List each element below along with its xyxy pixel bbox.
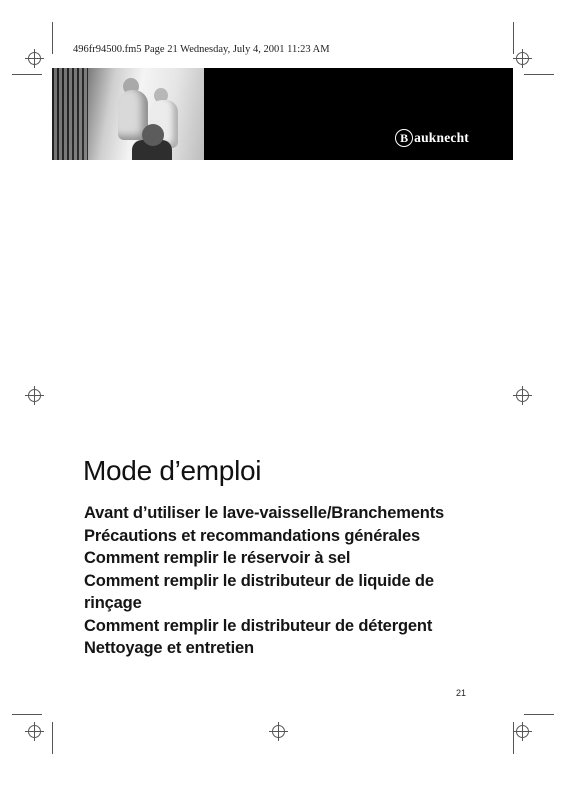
crop-mark [52,22,53,54]
registration-mark [516,52,529,65]
crop-mark [524,714,554,715]
page-number: 21 [456,688,467,698]
brand-logo-emblem: B [395,129,413,147]
contents-item: Comment remplir le distributeur de liquide de rinçage [84,571,434,612]
registration-mark [516,389,529,402]
contents-item: Précautions et recommandations générales [84,526,421,545]
contents-item: Nettoyage et entretien [84,639,254,657]
contents-item: Avant d’utiliser le lave-vaisselle/Branchements [84,504,445,522]
print-slug-line: 496fr94500.fm5 Page 21 Wednesday, July 4, 2001 11:23 AM [73,44,330,55]
contents-item: Comment remplir le distributeur de détergent [84,616,433,635]
registration-mark [28,725,41,738]
crop-mark [52,722,53,754]
brand-logo-text: auknecht [414,130,469,145]
crop-mark [513,722,514,754]
dish-rack-shape [52,68,88,160]
crop-mark [12,714,42,715]
contents-list [84,502,484,660]
crop-mark [12,74,42,75]
contents-item: Comment remplir le réservoir à sel [84,549,351,567]
registration-mark [28,52,41,65]
logo-panel [204,68,513,160]
registration-mark [272,725,285,738]
header-photo [52,68,204,160]
registration-mark [516,725,529,738]
child-head [142,124,164,146]
brand-logo [395,129,469,147]
crop-mark [513,22,514,54]
registration-mark [28,389,41,402]
crop-mark [524,74,554,75]
document-title: Mode d’emploi [83,455,262,486]
header-banner [52,68,513,160]
